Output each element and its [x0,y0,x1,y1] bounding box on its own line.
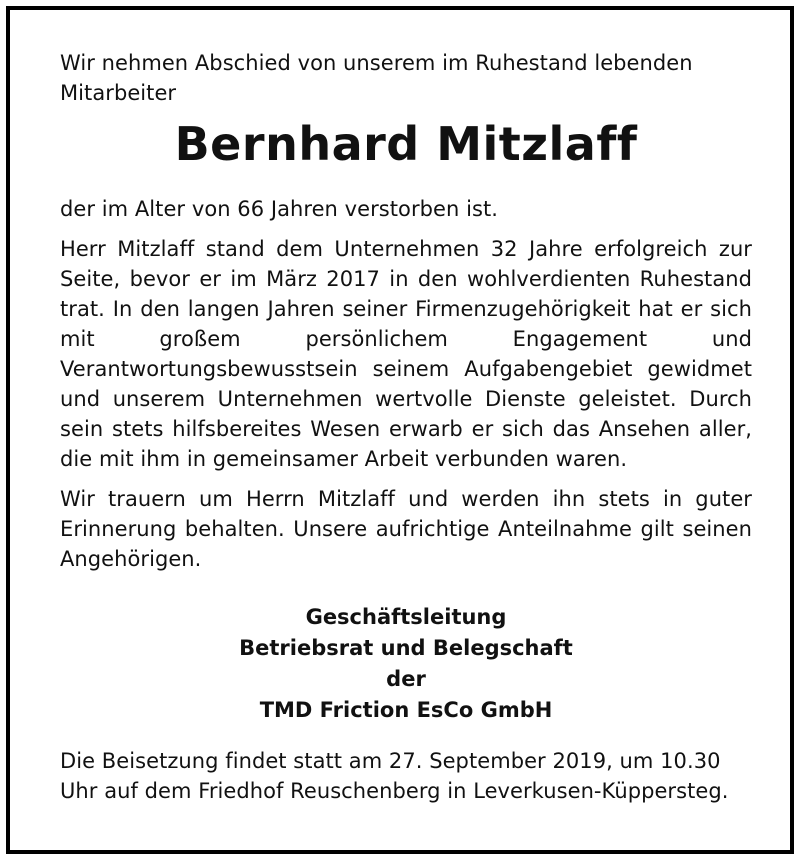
notice-content [60,48,752,806]
funeral-details: Die Beisetzung findet statt am 27. September 2019, um 10.30 Uhr auf dem Friedhof Reuschenberg in Leverkusen-Küppersteg. [60,749,729,803]
signer-works-council: Betriebsrat und Belegschaft [239,636,573,660]
mourning-paragraph: Wir trauern um Herrn Mitzlaff und werden ihn stets in guter Erinnerung behalten. Unsere aufrichtige Anteilnahme gilt seinen Angehörigen. [60,487,752,571]
signature-block [60,602,752,726]
signer-management: Geschäftsleitung [305,605,507,629]
intro-text: Wir nehmen Abschied von unserem im Ruhestand lebenden Mitarbeiter [60,51,693,105]
age-line: der im Alter von 66 Jahren verstorben ist. [60,197,498,221]
tribute-paragraph: Herr Mitzlaff stand dem Unternehmen 32 Jahre erfolgreich zur Seite, bevor er im März 2017 in den wohlverdienten Ruhestand trat. In den langen Jahren seiner Firmenzugehörigkeit hat er sich mit großem persönlichem Engagement und Verantwortungsbewusstsein seinem Aufgabengebiet gewidmet und unserem Unternehmen wertvolle Dienste geleistet. Durch sein stets hilfsbereites Wesen erwarb er sich das Ansehen aller, die mit ihm in gemeinsamer Arbeit verbunden waren. [60,237,752,471]
signer-company: TMD Friction EsCo GmbH [259,698,553,722]
obituary-notice [6,6,794,854]
deceased-name: Bernhard Mitzlaff [174,117,638,171]
signer-connector: der [386,667,426,691]
